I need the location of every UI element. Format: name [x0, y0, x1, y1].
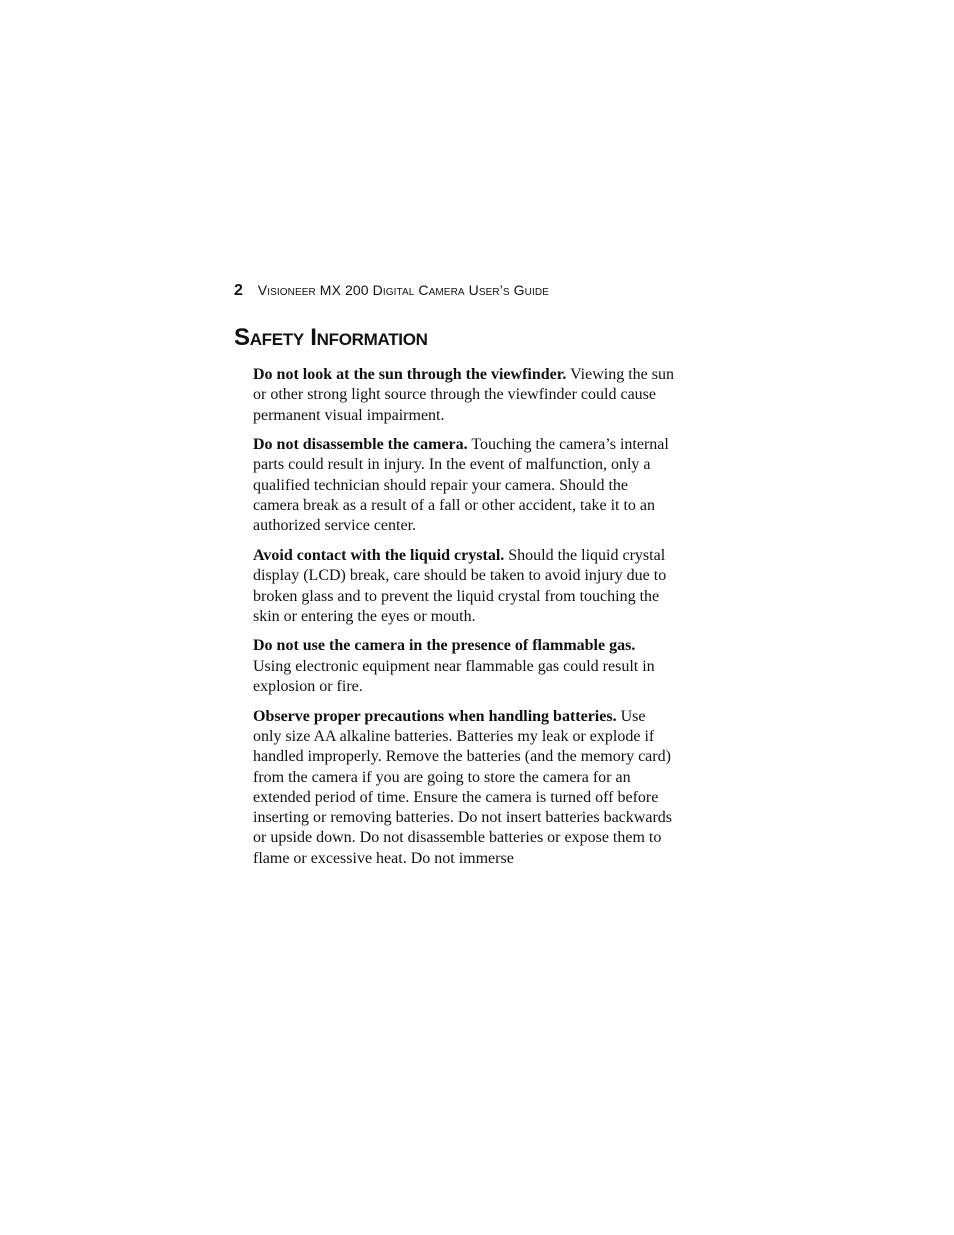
paragraph-text: Viewing the sun or other strong light source through the viewfinder could cause permanent visual impairment.	[253, 366, 674, 424]
paragraph-lead: Observe proper precautions when handling batteries.	[253, 707, 617, 725]
paragraph-sun-viewfinder	[253, 365, 677, 426]
paragraph-text: Use only size AA alkaline batteries. Batteries my leak or explode if handled improperly. Remove the batteries (and the memory card) from the camera if you are going to store the camera for an extended period of time. Ensure the camera is turned off before inserting or removing batteries. Do not insert batteries backwards or upside down. Do not disassemble batteries or expose them to flame or excessive heat. Do not immerse	[253, 707, 672, 867]
section-title: Safety Information	[234, 324, 428, 351]
safety-body	[253, 365, 677, 878]
paragraph-lead: Do not look at the sun through the viewfinder.	[253, 366, 567, 383]
paragraph-text: Should the liquid crystal display (LCD) break, care should be taken to avoid injury due to broken glass and to prevent the liquid crystal from touching the skin or entering the eyes or mouth.	[253, 546, 667, 625]
paragraph-text: Using electronic equipment near flammable gas could result in explosion or fire.	[253, 657, 655, 696]
guide-title: Visioneer MX 200 Digital Camera User’s Guide	[257, 282, 549, 298]
paragraph-lead: Do not disassemble the camera.	[253, 436, 468, 454]
page-number: 2	[234, 282, 243, 299]
paragraph-text: Touching the camera’s internal parts could result in injury. In the event of malfunction, only a qualified technician should repair your camera. Should the camera break as a result of a fall or other accident, take it to an authorized service center.	[253, 436, 669, 535]
paragraph-batteries	[253, 707, 677, 869]
paragraph-disassemble	[253, 435, 677, 536]
running-header	[234, 280, 549, 301]
paragraph-lead: Do not use the camera in the presence of flammable gas.	[253, 637, 636, 655]
paragraph-liquid-crystal	[253, 546, 677, 627]
paragraph-flammable-gas	[253, 636, 677, 697]
paragraph-lead: Avoid contact with the liquid crystal.	[253, 546, 505, 564]
